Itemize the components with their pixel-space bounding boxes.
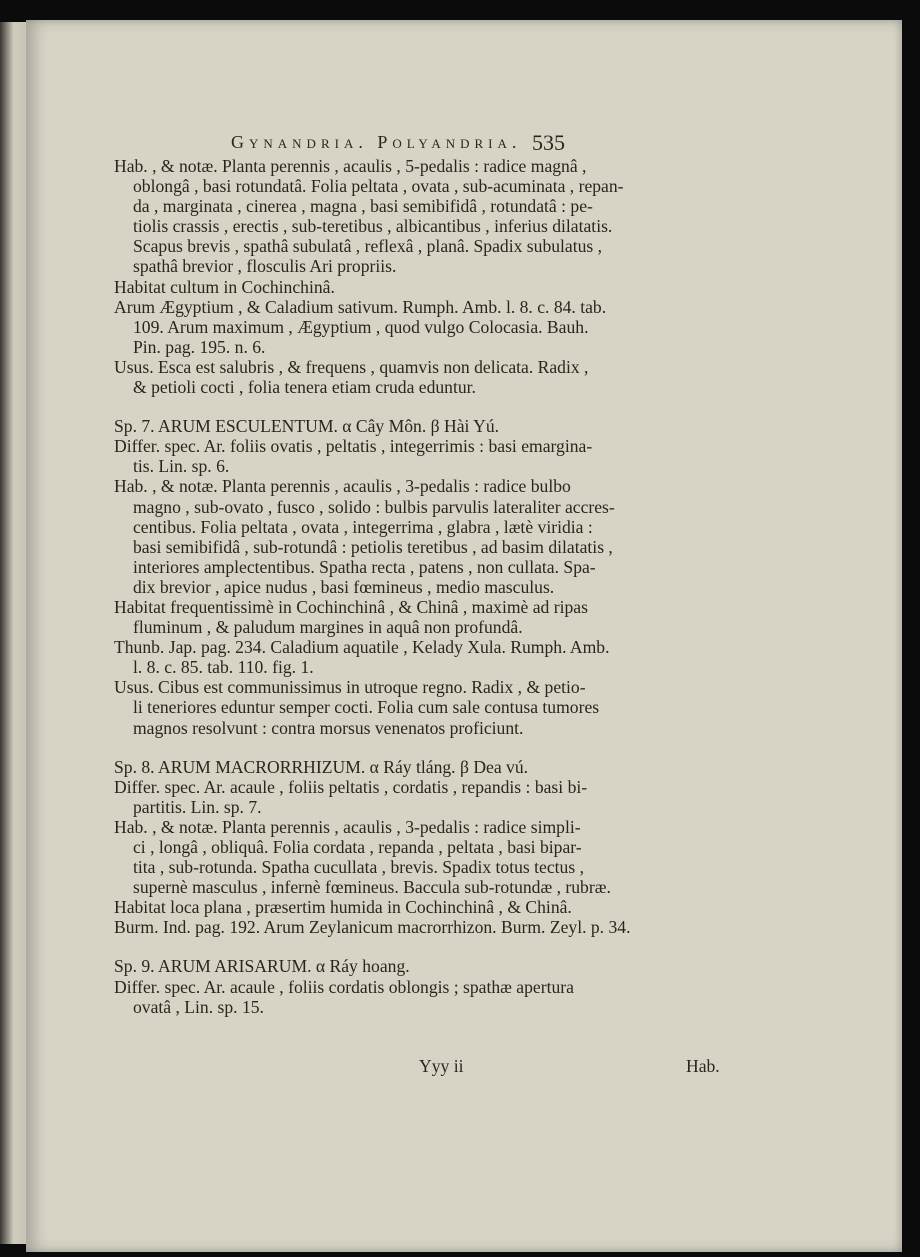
text-line: centibus. Folia peltata , ovata , integerrima , glabra , lætè viridia : <box>133 516 593 537</box>
text-line: Pin. pag. 195. n. 6. <box>133 336 266 357</box>
text-line: da , marginata , cinerea , magna , basi semibifidâ , rotundatâ : pe- <box>133 196 593 217</box>
text-line: magnos resolvunt : contra morsus venenatos proficiunt. <box>133 717 524 738</box>
text-line: Habitat cultum in Cochinchinâ. <box>114 276 335 297</box>
paragraph-gap <box>114 738 724 757</box>
text-line: Hab. , & notæ. Planta perennis , acaulis , 3-pedalis : radice simpli- <box>114 816 581 837</box>
page-number: 535 <box>532 130 565 155</box>
text-line: 109. Arum maximum , Ægyptium , quod vulgo Colocasia. Bauh. <box>133 316 589 337</box>
text-line: Arum Ægyptium , & Caladium sativum. Rumph. Amb. l. 8. c. 84. tab. <box>114 296 607 317</box>
text-line: Differ. spec. Ar. acaule , foliis peltatis , cordatis , repandis : basi bi- <box>114 776 588 797</box>
catchword: Hab. <box>686 1056 720 1076</box>
text-line: Usus. Esca est salubris , & frequens , quamvis non delicata. Radix , <box>114 356 589 377</box>
text-line: tita , sub-rotunda. Spatha cucullata , brevis. Spadix totus tectus , <box>133 857 584 878</box>
text-line: li teneriores eduntur semper cocti. Folia cum sale contusa tumores <box>133 697 600 718</box>
running-title: Gynandria. Polyandria. <box>231 132 522 152</box>
text-line: interiores amplectentibus. Spatha recta , patens , non cullata. Spa- <box>133 556 596 577</box>
page-footer <box>114 1056 724 1078</box>
text-line: Hab. , & notæ. Planta perennis , acaulis , 3-pedalis : radice bulbo <box>114 476 571 497</box>
text-line: ovatâ , Lin. sp. 15. <box>133 996 264 1017</box>
text-line: tis. Lin. sp. 6. <box>133 456 230 477</box>
text-line: ci , longâ , obliquâ. Folia cordata , repanda , peltata , basi bipar- <box>133 837 582 857</box>
text-line: Scapus brevis , spathâ subulatâ , reflexâ , planâ. Spadix subulatus , <box>133 236 603 257</box>
text-line: Differ. spec. Ar. acaule , foliis cordatis oblongis ; spathæ apertura <box>114 976 574 997</box>
signature-mark: Yyy ii <box>419 1056 464 1076</box>
text-line: Differ. spec. Ar. foliis ovatis , peltatis , integerrimis : basi emargina- <box>114 436 593 457</box>
body-text <box>114 156 724 1076</box>
page-sheet <box>26 20 902 1252</box>
text-line: Sp. 9. ARUM ARISARUM. α Ráy hoang. <box>114 956 410 977</box>
text-line: fluminum , & paludum margines in aquâ non profundâ. <box>133 617 523 638</box>
text-line: oblongâ , basi rotundatâ. Folia peltata , ovata , sub-acuminata , repan- <box>133 176 624 197</box>
text-line: partitis. Lin. sp. 7. <box>133 796 262 817</box>
text-line: magno , sub-ovato , fusco , solido : bulbis parvulis lateraliter accres- <box>133 496 615 517</box>
text-line: Burm. Ind. pag. 192. Arum Zeylanicum macrorrhizon. Burm. Zeyl. p. 34. <box>114 917 631 938</box>
text-line: l. 8. c. 85. tab. 110. fig. 1. <box>133 657 314 678</box>
text-line: Hab. , & notæ. Planta perennis , acaulis , 5-pedalis : radice magnâ , <box>114 156 587 176</box>
paragraph-gap <box>114 397 724 416</box>
text-line: Sp. 7. ARUM ESCULENTUM. α Cây Môn. β Hài Yú. <box>114 416 500 437</box>
text-line: Sp. 8. ARUM MACRORRHIZUM. α Ráy tláng. β Dea vú. <box>114 756 529 777</box>
text-line: Habitat frequentissimè in Cochinchinâ , & Chinâ , maximè ad ripas <box>114 596 588 617</box>
text-line: basi semibifidâ , sub-rotundâ : petiolis teretibus , ad basim dilatatis , <box>133 536 613 557</box>
text-line: tiolis crassis , erectis , sub-teretibus , albicantibus , inferius dilatatis. <box>133 216 613 237</box>
text-line: spathâ brevior , flosculis Ari propriis. <box>133 256 397 277</box>
text-line: Thunb. Jap. pag. 234. Caladium aquatile , Kelady Xula. Rumph. Amb. <box>114 637 610 658</box>
text-line: Habitat loca plana , præsertim humida in Cochinchinâ , & Chinâ. <box>114 897 572 918</box>
text-line: Usus. Cibus est communissimus in utroque regno. Radix , & petio- <box>114 677 586 698</box>
paragraph-gap <box>114 937 724 956</box>
text-line: dix brevior , apice nudus , basi fœmineus , medio masculus. <box>133 576 555 597</box>
text-line: & petioli cocti , folia tenera etiam cruda eduntur. <box>133 377 476 398</box>
text-line: supernè masculus , infernè fœmineus. Baccula sub-rotundæ , rubræ. <box>133 877 611 898</box>
